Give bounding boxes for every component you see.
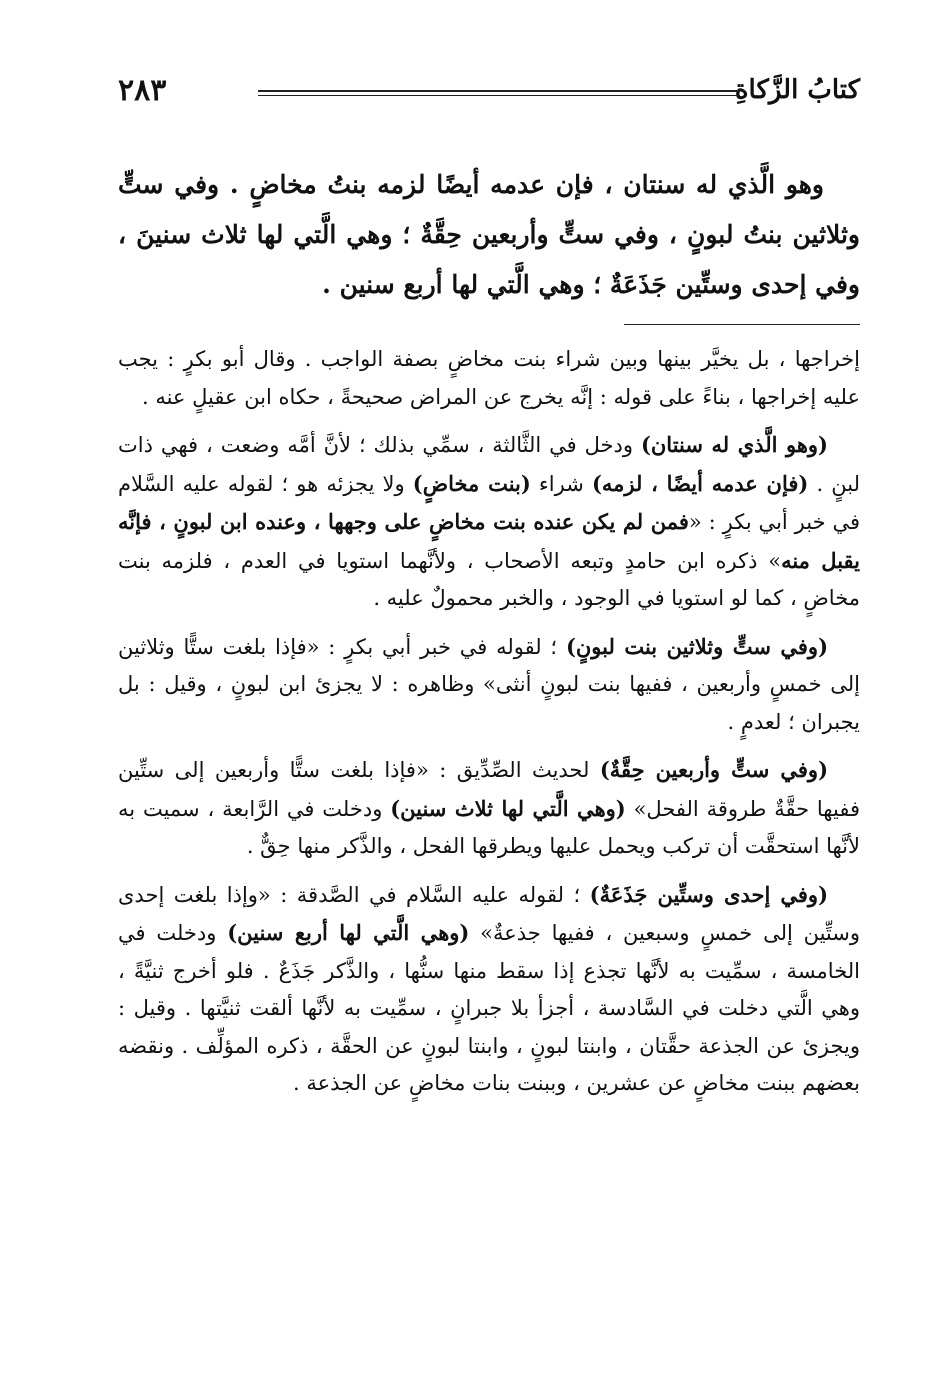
quoted-matn: (وفي إحدى وستِّين جَذَعَةٌ) <box>589 881 828 907</box>
commentary-text: ولا يجزئه هو ؛ لقوله عليه السَّلام في خبر أبي بكرٍ : « <box>118 471 860 534</box>
header-rule <box>258 90 740 96</box>
quoted-matn: (وهي الَّتي لها أربع سنين) <box>227 920 470 945</box>
commentary-text: لحديث الصِّدِّيق : «فإذا بلغت ستًّا وأربعين إلى ستِّين ففيها حقَّةٌ طروقة الفحل» <box>118 758 860 821</box>
quoted-matn: (وفي ستٍّ وأربعين حِقَّةٌ) <box>599 757 829 782</box>
quoted-matn: (وهو الَّذي له سنتان) <box>640 432 828 457</box>
commentary-text: » ذكره ابن حامدٍ وتبعه الأصحاب ، ولأنَّهما استويا في العدم ، فلزمه بنت مخاضٍ ، كما لو استويا في الوجود ، والخبر محمولٌ عليه . <box>118 548 860 610</box>
commentary-paragraph-3 <box>118 628 860 742</box>
main-text: وهو الَّذي له سنتان ، فإن عدمه أيضًا لزمه بنتُ مخاضٍ . وفي ستٍّ وثلاثين بنتُ لبونٍ ، وفي ستٍّ وأربعين حِقَّةٌ ؛ وهي الَّتي لها ثلاث سنينَ ، وفي إحدى وستِّين جَذَعَةٌ ؛ وهي الَّتي لها أربع سنين . <box>118 170 860 299</box>
commentary-paragraph-1 <box>118 341 860 416</box>
quoted-matn: (وفي ستٍّ وثلاثين بنت لبونٍ) <box>565 633 828 659</box>
commentary-text: ؛ لقوله عليه السَّلام في الصَّدقة : «وإذا بلغت إحدى وستِّين إلى خمسٍ وسبعين ، ففيها جذعةٌ» <box>118 882 860 945</box>
quoted-matn: (فإن عدمه أيضًا ، لزمه) <box>591 470 809 496</box>
running-title: كتابُ الزَّكاةِ <box>734 75 860 105</box>
commentary-paragraph-5 <box>118 876 860 1103</box>
commentary-text: إخراجها ، بل يخيَّر بينها وبين شراء بنت مخاضٍ بصفة الواجب . وقال أبو بكرٍ : يجب عليه إخراجها ، بناءً على قوله : إنَّه يخرج عن المراض صحيحةً ، حكاه ابن عقيلٍ عنه . <box>118 347 860 409</box>
commentary-text: ودخلت في الخامسة ، سمِّيت به لأنَّها تجذع إذا سقط منها سنُّها ، والذَّكر جَذَعٌ . فلو أخرج ثنيَّةً ، وهي الَّتي دخلت في السَّادسة ، أجزأ بلا جبرانٍ ، سمِّيت به لأنَّها ألقت ثنيَّتها . وقيل : ويجزئ عن الجذعة حقَّتان ، وابنتا لبونٍ ، وابنتا لبونٍ عن الحقَّة ، ذكره المؤلِّف . ونقضه بعضهم ببنت مخاضٍ عن عشرين ، وببنت بنات مخاضٍ عن الجذعة . <box>118 921 860 1095</box>
commentary <box>118 341 860 1103</box>
commentary-paragraph-4 <box>118 751 860 866</box>
book-page <box>118 60 860 1113</box>
commentary-text: ودخلت في الرَّابعة ، سميت به لأنَّها استحقَّت أن تركب ويحمل عليها ويطرقها الفحل ، والذَّكر منها حِقٌّ . <box>118 796 860 858</box>
footnote-divider <box>624 324 860 325</box>
commentary-text: شراء <box>530 471 592 496</box>
commentary-paragraph-2 <box>118 426 860 618</box>
hadith-quote: فمن لم يكن عنده بنت مخاضٍ على وجهها ، وعنده ابن لبونٍ ، فإنَّه يقبل منه <box>118 509 860 573</box>
commentary-text: ؛ لقوله في خبر أبي بكرٍ : «فإذا بلغت ستًّا وثلاثين إلى خمسٍ وأربعين ، ففيها بنت لبونٍ أنثى» وظاهره : لا يجزئ ابن لبونٍ ، وقيل : بل يجبران ؛ لعدمٍ . <box>118 634 860 734</box>
quoted-matn: (وهي الَّتي لها ثلاث سنين) <box>390 795 626 821</box>
page-number: ٢٨٣ <box>118 72 167 108</box>
commentary-text: ودخل في الثَّالثة ، سمِّي بذلك ؛ لأنَّ أمَّه وضعت ، فهي ذات لبنٍ . <box>118 433 860 496</box>
quoted-matn: (بنت مخاضٍ) <box>412 470 531 496</box>
page-header <box>118 60 860 120</box>
